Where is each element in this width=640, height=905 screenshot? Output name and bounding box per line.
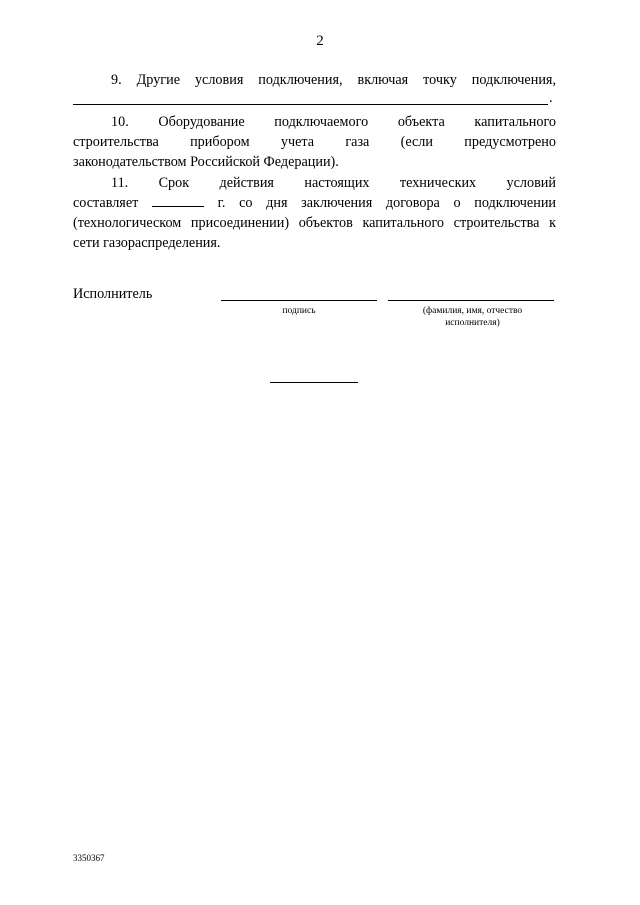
document-code: 3350367 [73,853,105,863]
executor-label: Исполнитель [73,286,153,302]
end-of-document-rule [270,382,358,383]
clause-10-line-1: 10. Оборудование подключаемого объекта капитального [111,114,556,130]
clause-11-term-blank [152,194,204,207]
clause-11-line-4: сети газораспределения. [73,235,221,251]
executor-name-caption [405,305,540,329]
executor-name-caption-line-1: (фамилия, имя, отчество [422,306,523,316]
signature-caption: подпись [282,306,316,316]
page-number: 2 [316,33,324,49]
executor-name-line [388,300,554,301]
clause-11-line-3: (технологическом присоединении) объектов капитального строительства к [73,215,556,231]
clause-9-blank-line [73,104,548,105]
clause-11-term-prefix: составляет [73,195,139,211]
clause-11-line-1: 11. Срок действия настоящих технических условий [111,175,556,191]
signature-line [221,300,377,301]
clause-9-text: 9. Другие условия подключения, включая точку подключения, [111,72,556,88]
clause-10-line-2: строительства прибором учета газа (если предусмотрено [73,134,556,150]
executor-name-caption-line-2: исполнителя) [445,318,500,328]
clause-11-term-suffix: г. со дня заключения договора о подключении [217,195,557,211]
clause-11-line-2 [73,193,556,213]
clause-10-line-3: законодательством Российской Федерации). [73,154,339,170]
clause-9-trailing: . [549,90,553,106]
